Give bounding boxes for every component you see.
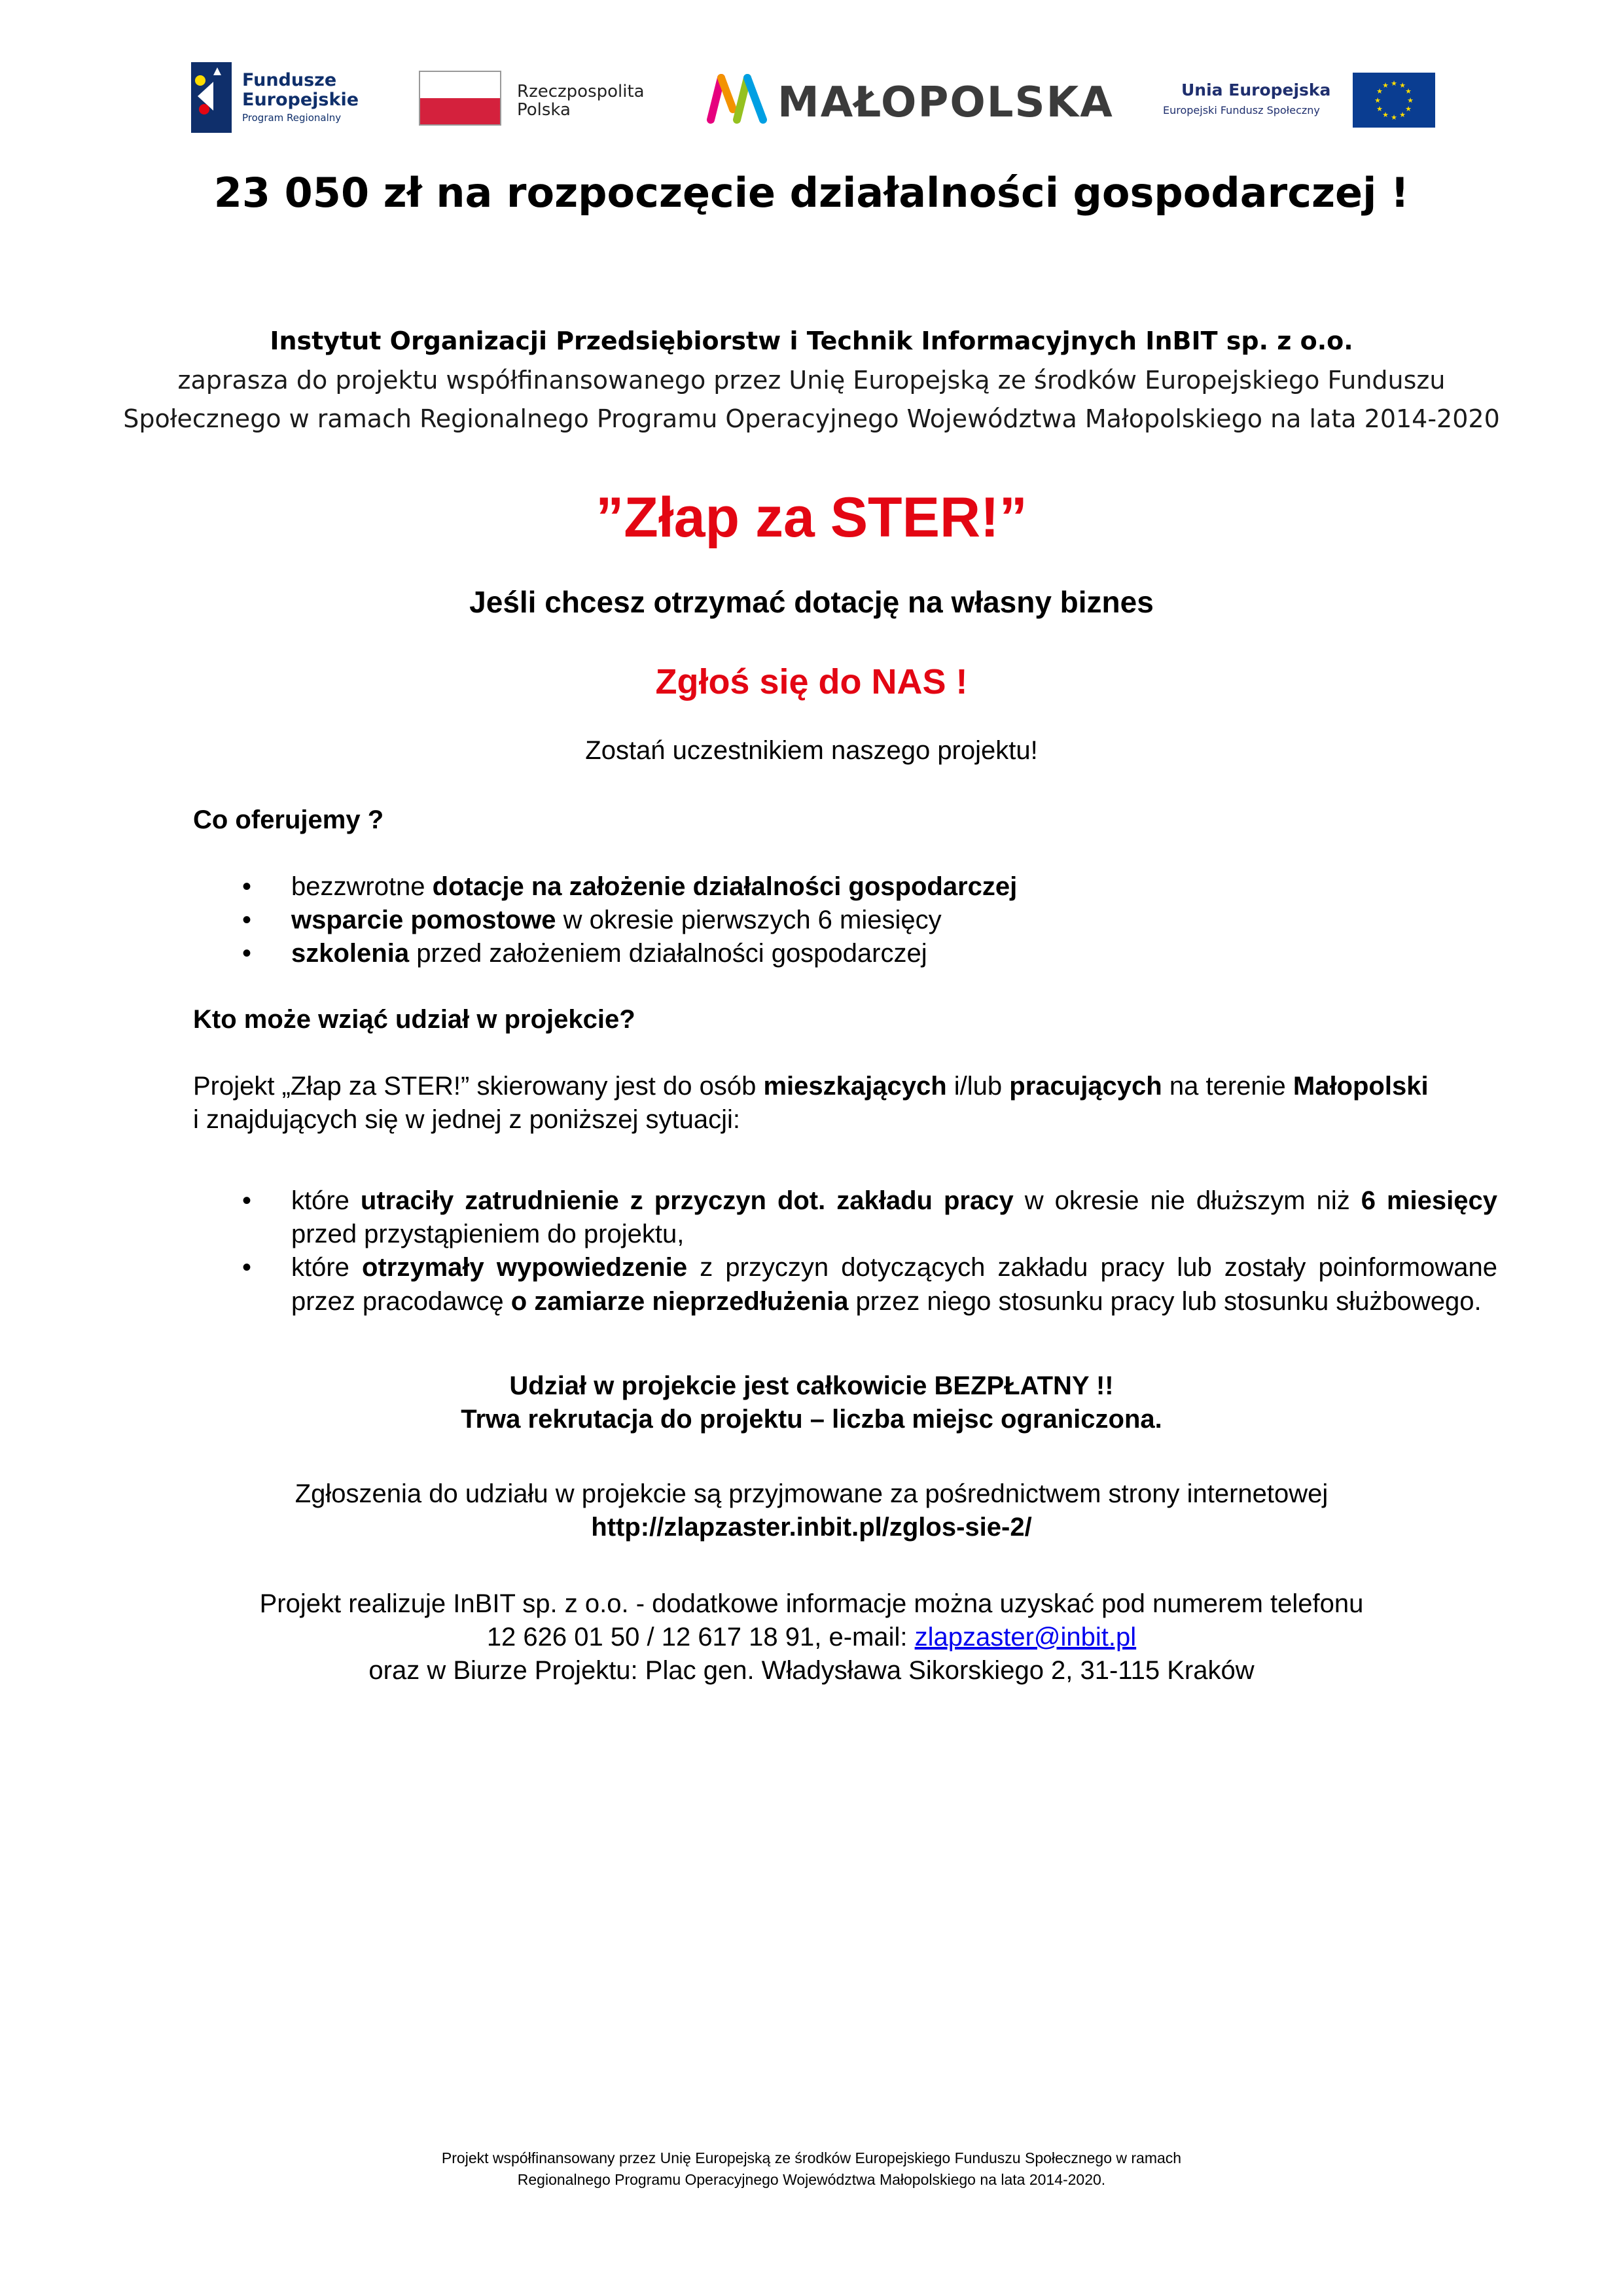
- bullet-icon: •: [242, 939, 252, 968]
- fundusze-europejskie-emblem-icon: [191, 62, 232, 133]
- offer-heading: Co oferujemy ?: [193, 805, 384, 834]
- rzeczpospolita-polska-logo: [419, 62, 668, 134]
- fe-program-label: Program Regionalny: [242, 112, 342, 124]
- svg-text:★: ★: [1407, 96, 1414, 105]
- bullet-icon: •: [242, 906, 252, 935]
- free-line1: Udział w projekcie jest całkowicie BEZPŁATNY !!: [509, 1371, 1114, 1400]
- svg-text:★: ★: [1405, 105, 1412, 113]
- free-participation-notice: [0, 1369, 1623, 1436]
- malopolska-m-icon: [707, 73, 770, 125]
- fe-name-line1: Fundusze: [242, 70, 337, 90]
- eu-flag-icon: [1353, 73, 1435, 128]
- logo-bar: [0, 62, 1623, 141]
- eligibility-paragraph: Projekt „Złap za STER!” skierowany jest do osób mieszkających i/lub pracujących na terenie Małopolski i znajdujących się w jednej z poniższej sytuacji:: [193, 1072, 1429, 1135]
- apply-text: Zgłoszenia do udziału w projekcie są przyjmowane za pośrednictwem strony internetowej: [294, 1479, 1329, 1508]
- polish-flag-icon: [419, 71, 501, 126]
- ue-fund-name: Europejski Fundusz Społeczny: [1163, 104, 1320, 116]
- ue-name: Unia Europejska: [1181, 80, 1331, 99]
- bullet-icon: •: [242, 872, 252, 901]
- offer-list: [242, 870, 1497, 971]
- svg-text:★: ★: [1391, 79, 1397, 88]
- fundusze-europejskie-logo: [191, 62, 387, 134]
- subtitle: Jeśli chcesz otrzymać dotację na własny biznes: [469, 585, 1154, 619]
- list-item: • szkolenia przed założeniem działalności gospodarczej: [242, 937, 1497, 970]
- list-item: • które otrzymały wypowiedzenie z przyczyn dotyczących zakładu pracy lub zostały poinformowane przez pracodawcę o zamiarze nieprzedłużenia przez niego stosunku pracy lub stosunku służbowego.: [242, 1251, 1497, 1318]
- svg-text:★: ★: [1382, 111, 1389, 119]
- list-item: • bezzwrotne dotacje na założenie działalności gospodarczej: [242, 870, 1497, 904]
- fe-name-line2: Europejskie: [242, 90, 359, 110]
- svg-text:★: ★: [1399, 111, 1406, 119]
- eligibility-list: [242, 1184, 1497, 1318]
- contact-info: [0, 1587, 1623, 1688]
- svg-text:★: ★: [1376, 105, 1383, 113]
- svg-text:★: ★: [1405, 87, 1412, 96]
- call-to-action: Zgłoś się do NAS !: [655, 662, 968, 701]
- svg-text:★: ★: [1399, 81, 1406, 90]
- contact-line1: Projekt realizuje InBIT sp. z o.o. - dodatkowe informacje można uzyskać pod numerem telefonu: [259, 1589, 1364, 1618]
- list-item: • które utraciły zatrudnienie z przyczyn dot. zakładu pracy w okresie nie dłuższym niż 6 miesięcy przed przystąpieniem do projektu,: [242, 1184, 1497, 1251]
- intro-text: [0, 361, 1623, 438]
- contact-phones: 12 626 01 50 / 12 617 18 91, e-mail: zlapzaster@inbit.pl: [486, 1623, 1137, 1652]
- footer-line2: Regionalnego Programu Operacyjnego Województwa Małopolskiego na lata 2014-2020.: [517, 2171, 1106, 2189]
- project-name: ”Złap za STER!”: [596, 486, 1027, 549]
- organizer-name: Instytut Organizacji Przedsiębiorstw i Technik Informacyjnych InBIT sp. z o.o.: [270, 327, 1353, 355]
- intro-line1: zaprasza do projektu współfinansowanego przez Unię Europejską ze środków Europejskiego Funduszu: [177, 366, 1446, 395]
- become-participant-text: Zostań uczestnikiem naszego projektu!: [585, 736, 1038, 765]
- email-link[interactable]: zlapzaster@inbit.pl: [914, 1623, 1137, 1652]
- rp-name-line1: Rzeczpospolita: [517, 82, 645, 101]
- malopolska-wordmark: MAŁOPOLSKA: [777, 79, 1114, 127]
- application-info: [0, 1477, 1623, 1544]
- contact-address: oraz w Biurze Projektu: Plac gen. Władysława Sikorskiego 2, 31-115 Kraków: [368, 1656, 1255, 1686]
- malopolska-logo: [707, 62, 1126, 134]
- eligibility-heading: Kto może wziąć udział w projekcie?: [193, 1005, 635, 1034]
- page-title: 23 050 zł na rozpoczęcie działalności gospodarczej !: [213, 169, 1410, 217]
- svg-text:★: ★: [1374, 96, 1381, 105]
- free-line2: Trwa rekrutacja do projektu – liczba miejsc ograniczona.: [461, 1405, 1162, 1434]
- list-item: • wsparcie pomostowe w okresie pierwszych 6 miesięcy: [242, 904, 1497, 937]
- bullet-icon: •: [242, 1186, 252, 1215]
- bullet-icon: •: [242, 1253, 252, 1282]
- svg-text:★: ★: [1391, 113, 1397, 122]
- apply-url: http://zlapzaster.inbit.pl/zglos-sie-2/: [591, 1513, 1032, 1542]
- footer-line1: Projekt współfinansowany przez Unię Europejską ze środków Europejskiego Funduszu Społecznego w ramach: [441, 2149, 1182, 2166]
- footer-note: [0, 2147, 1623, 2191]
- svg-text:★: ★: [1382, 81, 1389, 90]
- svg-text:★: ★: [1376, 87, 1383, 96]
- intro-line2: Społecznego w ramach Regionalnego Programu Operacyjnego Województwa Małopolskiego na lata 2014-2020: [123, 404, 1500, 433]
- unia-europejska-logo: [1155, 62, 1430, 134]
- rp-name-line2: Polska: [517, 100, 571, 120]
